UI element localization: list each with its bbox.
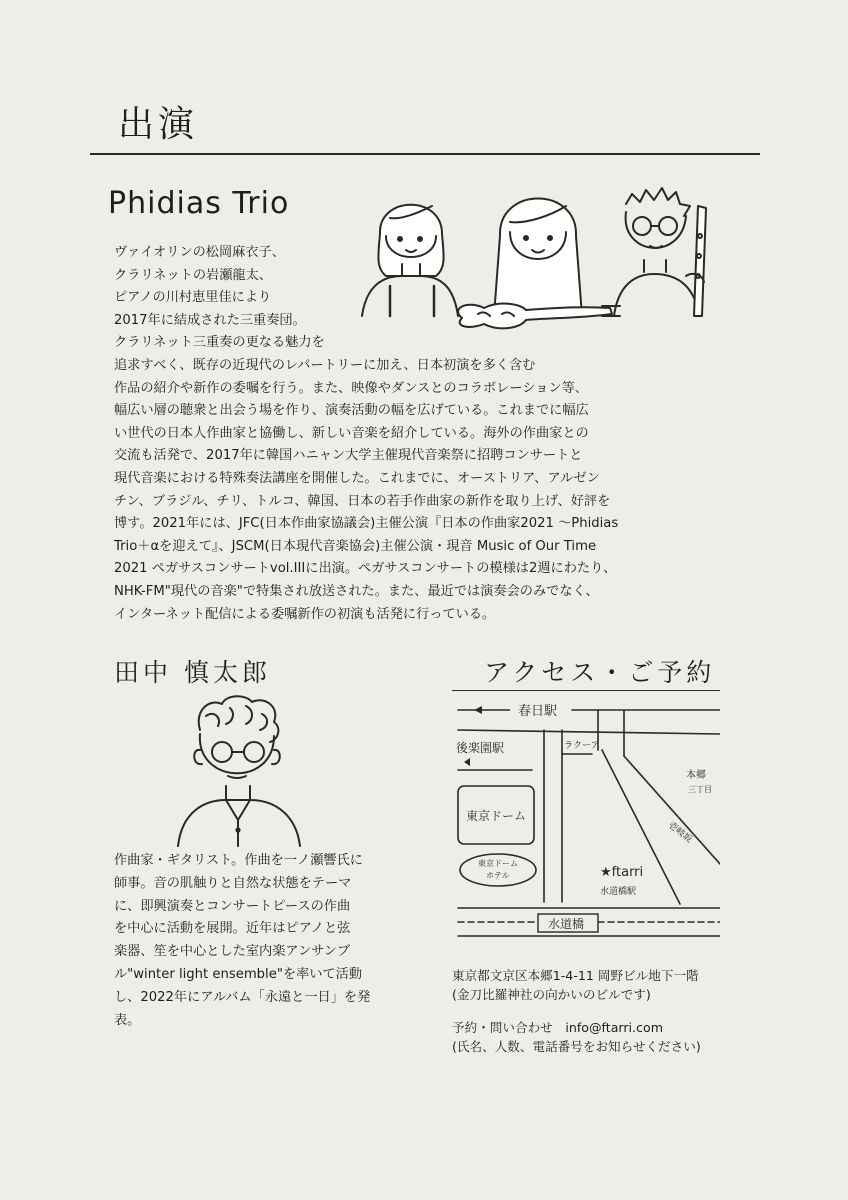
tanaka-bio-line: 作曲家・ギタリスト。作曲を一ノ瀬響氏に	[114, 853, 363, 868]
trio-bio-line: クラリネット三重奏の更なる魅力を	[114, 335, 325, 351]
trio-bio-line: 交流も活発で、2017年に韓国ハニャン大学主催現代音楽祭に招聘コンサートと	[114, 448, 583, 464]
access-divider	[452, 690, 720, 691]
tanaka-name: 田中 慎太郎	[114, 658, 271, 687]
tanaka-bio-line: 表。	[114, 1012, 141, 1028]
trio-bio-line: 博す。2021年には、JFC(日本作曲家協議会)主催公演『日本の作曲家2021 〜Phidias	[114, 516, 619, 532]
ikizaka-label: 壱岐坂	[666, 820, 694, 845]
tokyo-dome-label: 東京ドーム	[466, 809, 527, 823]
suidobashi-area-label: 水道橋駅	[600, 887, 637, 897]
trio-bio-line: ピアノの川村恵里佳により	[114, 290, 272, 306]
hongo-label: 本郷	[686, 770, 706, 781]
suidobashi-station-label: 水道橋	[548, 917, 585, 931]
tanaka-bio-line: を中心に活動を展開。近年はピアノと弦	[114, 921, 351, 937]
tanaka-bio-line: 楽器、笙を中心とした室内楽アンサンブ	[114, 944, 351, 960]
trio-bio-line: NHK-FM"現代の音楽"で特集され放送された。また、最近では演奏会のみでなく、	[114, 583, 599, 599]
trio-bio-line: クラリネットの岩瀬龍太、	[114, 267, 272, 283]
trio-biography	[114, 242, 724, 626]
trio-bio-line: ヴァイオリンの松岡麻衣子、	[114, 245, 285, 260]
trio-bio-line: インターネット配信による委嘱新作の初演も活発に行っている。	[114, 606, 496, 622]
sanchome-label: 三丁目	[688, 785, 712, 794]
trio-bio-line: 2021 ペガサスコンサートvol.IIIに出演。ペガサスコンサートの模様は2週にわたり、	[114, 561, 617, 577]
venue-address	[452, 966, 699, 1004]
tanaka-bio-line: 師事。音の肌触りと自然な状態をテーマ	[114, 875, 352, 891]
hotel-label-line2: ホテル	[486, 871, 510, 880]
ftarri-marker: ★ftarri	[600, 865, 644, 880]
tanaka-biography	[114, 850, 414, 1032]
trio-bio-line: 幅広い層の聴衆と出会う場を作り、演奏活動の幅を広げている。これまでに幅広	[114, 403, 589, 419]
access-heading: アクセス・ご予約	[484, 658, 716, 687]
trio-name: Phidias Trio	[108, 186, 290, 221]
laqua-label: ラクーア	[564, 741, 600, 751]
reservation-contact	[452, 1018, 701, 1056]
address-note: (金刀比羅神社の向かいのビルです)	[452, 987, 651, 1002]
heading-divider	[90, 153, 760, 155]
address-line: 東京都文京区本郷1-4-11 岡野ビル地下一階	[452, 968, 699, 983]
hotel-label-line1: 東京ドーム	[478, 859, 518, 868]
tanaka-portrait-illustration	[170, 688, 310, 848]
contact-note: (氏名、人数、電話番号をお知らせください)	[452, 1039, 701, 1054]
kasuga-station-label: 春日駅	[518, 704, 558, 719]
trio-bio-line: 現代音楽における特殊奏法講座を開催した。これまでに、オーストリア、アルゼン	[114, 470, 600, 486]
tanaka-bio-line: に、即興演奏とコンサートピースの作曲	[114, 898, 351, 914]
contact-line: 予約・問い合わせ info@ftarri.com	[452, 1020, 663, 1035]
trio-bio-line: 作品の紹介や新作の委嘱を行う。また、映像やダンスとのコラボレーション等、	[114, 380, 588, 396]
trio-bio-line: 追求すべく、既存の近現代のレパートリーに加え、日本初演を多く含む	[114, 357, 536, 373]
tanaka-bio-line: し、2022年にアルバム「永遠と一日」を発	[114, 989, 371, 1005]
trio-bio-line: 2017年に結成された三重奏団。	[114, 312, 306, 328]
tanaka-bio-line: ル"winter light ensemble"を率いて活動	[114, 966, 363, 982]
trio-bio-line: Trio＋αを迎えて』、JSCM(日本現代音楽協会)主催公演・現音 Music of Our Time	[114, 538, 597, 554]
trio-bio-line: チン、ブラジル、チリ、トルコ、韓国、日本の若手作曲家の新作を取り上げ、好評を	[114, 493, 611, 509]
section-heading: 出演	[118, 104, 199, 145]
access-map	[452, 696, 720, 944]
trio-bio-line: い世代の日本人作曲家と協働し、新しい音楽を紹介している。海外の作曲家との	[114, 425, 589, 441]
korakuen-station-label: 後楽園駅	[456, 741, 505, 755]
